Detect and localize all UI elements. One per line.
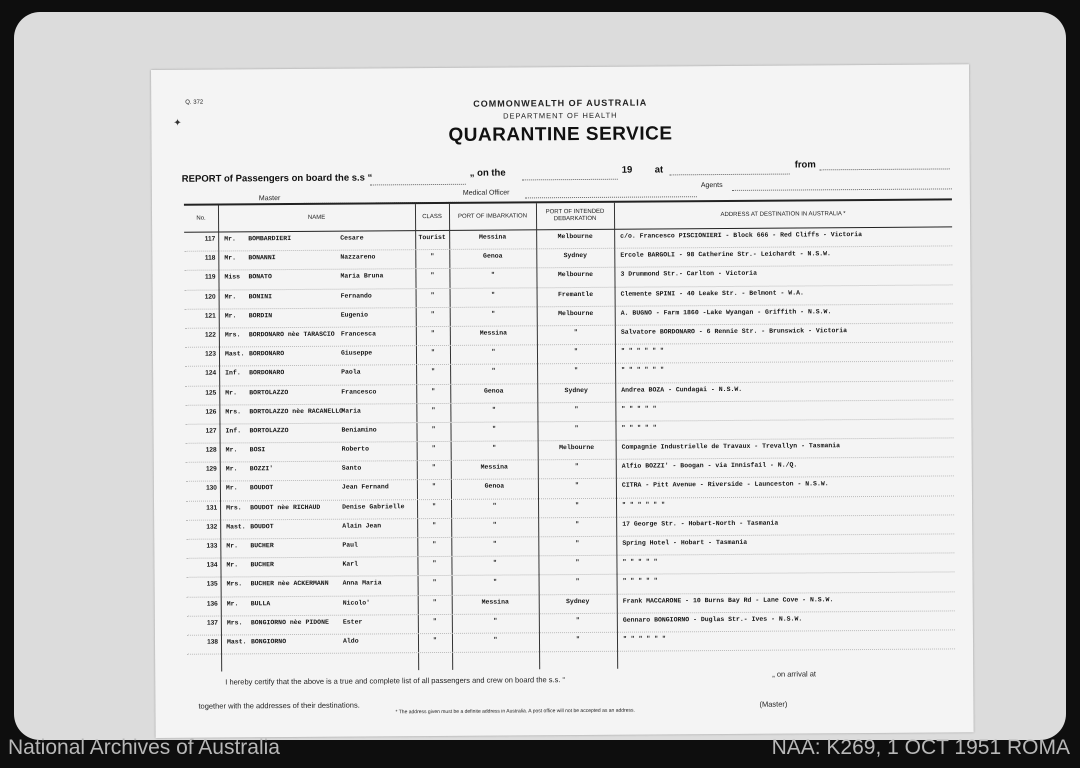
port-of-disembarkation: "	[574, 463, 579, 471]
passenger-class: "	[430, 291, 435, 299]
port-of-embarkation: "	[491, 367, 496, 375]
port-of-disembarkation: Melbourne	[559, 443, 595, 452]
passenger-class: "	[432, 541, 437, 549]
passenger-given-name: Fernando	[340, 292, 372, 300]
passenger-class: "	[432, 598, 437, 606]
passenger-title: Mr.	[226, 561, 239, 569]
port-of-disembarkation: "	[574, 405, 579, 413]
passenger-surname: BULLA	[250, 599, 271, 607]
header-class: CLASS	[422, 213, 442, 220]
at-line	[670, 174, 790, 176]
passenger-title: Mrs.	[226, 580, 243, 588]
destination-address: Gennaro BONGIORNO - Duglas Str.- Ives - N.S.W.	[622, 615, 803, 624]
master-label: Master	[258, 195, 281, 203]
port-of-disembarkation: "	[574, 367, 579, 375]
certify-text-line2: together with the addresses of their destinations.	[198, 700, 360, 711]
passenger-surname: BONATO	[248, 273, 272, 281]
port-of-embarkation: "	[493, 617, 498, 625]
address-note: * The address given must be a definite address in Australia. A post office will not be accepted as an address.	[395, 707, 635, 716]
port-of-embarkation: "	[492, 444, 497, 452]
passenger-surname: BUCHER	[250, 561, 274, 569]
port-of-disembarkation: "	[575, 616, 580, 624]
certify-text: I hereby certify that the above is a true and complete list of all passengers and crew on board the s.s. “	[225, 675, 566, 687]
agents-label: Agents	[700, 182, 723, 190]
certify-arrival-text: „ on arrival at	[772, 669, 817, 679]
passenger-title: Mr.	[225, 484, 238, 492]
passenger-title: Mrs.	[224, 331, 241, 339]
document-title: QUARANTINE SERVICE	[448, 123, 673, 146]
passenger-given-name: Cesare	[340, 234, 364, 242]
port-of-embarkation: Messina	[479, 329, 508, 337]
passenger-class: "	[431, 349, 435, 357]
destination-address: " " " " "	[621, 405, 657, 413]
passenger-title: Mr.	[225, 446, 238, 454]
destination-address: " " " " "	[622, 558, 658, 566]
row-number: 123	[205, 350, 217, 358]
row-number: 117	[204, 235, 216, 243]
passenger-given-name: Francesco	[341, 387, 377, 396]
passenger-title: Mr.	[225, 388, 237, 396]
destination-address: Frank MACCARONE - 10 Burns Bay Rd - Lane Cove - N.S.W.	[622, 595, 834, 605]
passenger-class: "	[431, 368, 436, 376]
passenger-title: Mr.	[224, 235, 236, 243]
passenger-table	[184, 198, 955, 654]
port-of-embarkation: Messina	[480, 463, 508, 471]
passenger-given-name: Paul	[342, 541, 358, 549]
port-of-embarkation: Genoa	[483, 252, 503, 260]
master-signature-label: (Master)	[759, 699, 788, 709]
pin-mark: ✦	[173, 117, 182, 129]
passenger-surname: BORDONARO	[249, 369, 285, 377]
passenger-surname: BOUDOT	[250, 522, 274, 531]
passenger-given-name: Eugenio	[340, 311, 369, 319]
row-number: 119	[204, 273, 216, 282]
port-of-embarkation: Genoa	[484, 482, 505, 491]
port-of-embarkation: "	[492, 425, 496, 433]
port-of-embarkation: "	[493, 578, 498, 586]
destination-address: Spring Hotel - Hobart - Tasmania	[622, 538, 748, 547]
row-number: 130	[206, 484, 217, 493]
row-number: 131	[206, 504, 218, 512]
port-of-disembarkation: Fremantle	[557, 290, 594, 298]
passenger-class: "	[432, 521, 437, 529]
destination-address: Salvatore BORDONARO - 6 Rennie Str. - Brunswick - Victoria	[620, 327, 848, 336]
row-number: 138	[207, 638, 219, 646]
row-number: 118	[204, 254, 216, 262]
header-disembarkation: PORT OF INTENDED DEBARKATION	[545, 209, 605, 223]
ship-name-line	[370, 184, 466, 186]
passenger-surname: BOMBARDIERI	[248, 235, 292, 243]
passenger-title: Mr.	[224, 254, 237, 262]
passenger-given-name: Maria	[341, 407, 361, 415]
destination-address: Compagnie Industrielle de Travaux - Trevallyn - Tasmania	[621, 442, 841, 451]
row-number: 136	[206, 600, 218, 608]
row-number: 137	[206, 619, 218, 627]
port-of-embarkation: "	[491, 310, 496, 318]
passenger-class: "	[430, 253, 435, 261]
port-of-embarkation: "	[493, 636, 498, 644]
passenger-class: "	[432, 617, 437, 625]
passenger-given-name: Giuseppe	[340, 349, 373, 357]
destination-address: " " " " " "	[620, 347, 664, 355]
passenger-class: "	[431, 464, 436, 472]
passenger-title: Inf.	[225, 369, 241, 377]
header-department: DEPARTMENT OF HEALTH	[503, 110, 618, 121]
certification-footer	[155, 669, 973, 716]
passenger-title: Mast.	[226, 523, 246, 531]
passenger-given-name: Alain Jean	[342, 522, 382, 530]
port-of-disembarkation: Sydney	[565, 597, 590, 605]
destination-address: 3 Drummond Str.- Carlton - Victoria	[620, 270, 757, 279]
destination-address: " " " " " "	[622, 635, 666, 643]
passenger-title: Mrs.	[225, 408, 242, 416]
passenger-class: "	[433, 636, 437, 644]
table-body	[184, 227, 955, 654]
passenger-class: "	[431, 445, 436, 453]
passenger-class: "	[432, 560, 437, 568]
passenger-surname: BUCHER	[250, 542, 274, 550]
port-of-embarkation: Genoa	[483, 387, 504, 395]
port-of-disembarkation: "	[575, 578, 580, 586]
port-of-disembarkation: Melbourne	[558, 309, 594, 317]
destination-address: Clemente SPINI - 40 Leake Str. - Belmont - W.A.	[620, 289, 804, 298]
port-of-embarkation: "	[492, 521, 497, 529]
port-of-disembarkation: "	[576, 635, 580, 643]
from-line	[820, 168, 950, 170]
row-number: 127	[205, 427, 217, 435]
destination-address: " " " " " "	[622, 501, 665, 509]
form-code: Q. 372	[185, 99, 204, 106]
passenger-title: Mr.	[226, 599, 239, 608]
row-number: 132	[206, 523, 218, 531]
port-of-disembarkation: "	[574, 424, 579, 432]
passenger-title: Mast.	[224, 350, 245, 358]
passenger-given-name: Beniamino	[341, 426, 377, 434]
passenger-surname: BOSI	[249, 446, 266, 454]
header-no: No.	[196, 215, 206, 222]
port-of-disembarkation: Melbourne	[557, 232, 593, 241]
archive-caption: National Archives of Australia	[8, 736, 280, 759]
passenger-surname: BONGIORNO	[250, 638, 287, 646]
port-of-disembarkation: "	[573, 328, 578, 336]
from-label: from	[794, 159, 816, 171]
passenger-given-name: Aldo	[342, 637, 359, 645]
passenger-given-name: Roberto	[341, 445, 369, 453]
header-address: ADDRESS AT DESTINATION IN AUSTRALIA *	[720, 210, 846, 218]
destination-address: A. BUGNO - Farm 1860 -Lake Wyangan - Griffith - N.S.W.	[620, 308, 832, 317]
medical-officer-line	[525, 196, 697, 198]
passenger-title: Mrs.	[226, 504, 242, 512]
row-number: 124	[205, 369, 217, 377]
passenger-class: "	[430, 272, 435, 280]
passenger-class: "	[431, 406, 436, 414]
destination-address: Andrea BOZA - Cundagai - N.S.W.	[621, 385, 743, 394]
quarantine-form-sheet	[151, 64, 974, 738]
year-label: 19	[621, 164, 633, 176]
destination-address: " " " " "	[622, 577, 658, 586]
port-of-disembarkation: Sydney	[564, 386, 588, 394]
port-of-embarkation: "	[491, 348, 496, 356]
destination-address: CITRA - Pitt Avenue - Riverside - Launceston - N.S.W.	[621, 480, 829, 490]
on-the-label: „ on the	[469, 167, 506, 179]
passenger-given-name: Francesca	[340, 330, 376, 338]
port-of-embarkation: "	[492, 540, 497, 548]
row-number: 133	[206, 542, 218, 550]
destination-address: " " " " "	[621, 424, 657, 432]
at-label: at	[654, 164, 664, 176]
port-of-disembarkation: "	[574, 482, 579, 490]
header-embarkation: PORT OF IMBARKATION	[457, 213, 528, 220]
passenger-given-name: Nazzareno	[340, 253, 376, 261]
row-number: 126	[205, 408, 217, 416]
photograph-background	[14, 12, 1066, 740]
date-line	[522, 179, 618, 181]
passenger-surname: BORTOLAZZO	[249, 388, 289, 396]
row-number: 121	[204, 312, 216, 320]
passenger-given-name: Maria Bruna	[340, 272, 384, 281]
port-of-disembarkation: "	[573, 348, 578, 356]
passenger-title: Mrs.	[226, 619, 243, 627]
row-number: 120	[204, 293, 216, 301]
passenger-given-name: Nicolo'	[342, 599, 371, 607]
passenger-title: Mr.	[224, 312, 237, 320]
header-name: NAME	[307, 214, 326, 221]
port-of-embarkation: "	[491, 406, 496, 414]
row-number: 122	[204, 331, 216, 339]
destination-address: c/o. Francesco PISCIONIERI - Block 666 - Red Cliffs - Victoria	[620, 231, 863, 240]
passenger-surname: BONGIORNO nèe PIDONE	[250, 618, 329, 627]
port-of-embarkation: "	[490, 271, 495, 280]
port-of-embarkation: "	[492, 502, 497, 510]
header-commonwealth: COMMONWEALTH OF AUSTRALIA	[473, 97, 648, 109]
port-of-disembarkation: Melbourne	[557, 271, 594, 279]
port-of-embarkation: "	[492, 559, 497, 567]
passenger-given-name: Paola	[341, 368, 361, 376]
passenger-surname: BORTOLAZZO nèe RACANELLO	[249, 407, 344, 416]
report-label: REPORT of Passengers on board the s.s “	[181, 172, 373, 185]
passenger-class: "	[431, 483, 436, 491]
agents-line	[732, 188, 952, 191]
row-number: 125	[205, 389, 217, 397]
passenger-surname: BORDIN	[248, 311, 273, 320]
table-row	[187, 630, 955, 655]
row-number: 135	[206, 580, 218, 588]
row-number: 129	[205, 465, 217, 473]
passenger-surname: BUCHER nèe ACKERMANN	[250, 580, 329, 588]
passenger-class: "	[431, 387, 436, 395]
row-number: 134	[206, 561, 218, 569]
passenger-title: Mr.	[226, 542, 239, 550]
port-of-disembarkation: "	[575, 520, 580, 528]
port-of-embarkation: "	[491, 291, 496, 299]
passenger-title: Mr.	[225, 465, 238, 473]
passenger-given-name: Karl	[342, 560, 359, 568]
passenger-class: "	[431, 425, 436, 433]
passenger-given-name: Ester	[342, 618, 363, 626]
passenger-title: Mast.	[226, 638, 247, 646]
reference-caption: NAA: K269, 1 OCT 1951 ROMA	[771, 736, 1070, 759]
passenger-surname: BORDONARO nèe TARASCIO	[248, 330, 335, 339]
passenger-surname: BOZZI'	[249, 465, 274, 473]
port-of-disembarkation: "	[575, 540, 580, 548]
passenger-class: Tourist	[418, 233, 446, 242]
port-of-disembarkation: "	[575, 559, 580, 567]
passenger-surname: BONINI	[248, 292, 273, 300]
port-of-disembarkation: "	[575, 501, 580, 509]
destination-address: " " " " " "	[621, 366, 665, 375]
passenger-class: "	[432, 502, 437, 510]
passenger-surname: BONANNI	[248, 254, 276, 262]
destination-address: 17 George Str. - Hobart-North - Tasmania	[622, 519, 779, 528]
passenger-surname: BORTOLAZZO	[249, 426, 289, 435]
destination-address: Alfio BOZZI' - Boogan - via Innisfail - N./Q.	[621, 461, 798, 470]
medical-officer-label: Medical Officer	[462, 189, 510, 197]
port-of-disembarkation: Sydney	[563, 252, 588, 260]
passenger-surname: BOUDOT nèe RICHAUD	[250, 503, 321, 511]
passenger-given-name: Denise Gabrielle	[342, 502, 405, 511]
passenger-given-name: Santo	[341, 464, 362, 472]
passenger-given-name: Jean Fernand	[341, 483, 389, 492]
passenger-class: "	[432, 579, 437, 587]
passenger-title: Miss	[224, 273, 241, 281]
passenger-given-name: Anna Maria	[342, 579, 382, 588]
port-of-embarkation: Messina	[478, 233, 507, 241]
passenger-title: Inf.	[225, 427, 242, 435]
row-number: 128	[205, 446, 217, 454]
passenger-class: "	[430, 310, 435, 318]
passenger-surname: BORDONARO	[248, 350, 285, 358]
destination-address: Ercole BARGOLI - 98 Catherine Str.- Leichardt - N.S.W.	[620, 250, 831, 259]
passenger-class: "	[430, 329, 435, 337]
passenger-title: Mr.	[224, 292, 237, 301]
port-of-embarkation: Messina	[481, 598, 509, 606]
passenger-surname: BOUDOT	[249, 484, 274, 492]
